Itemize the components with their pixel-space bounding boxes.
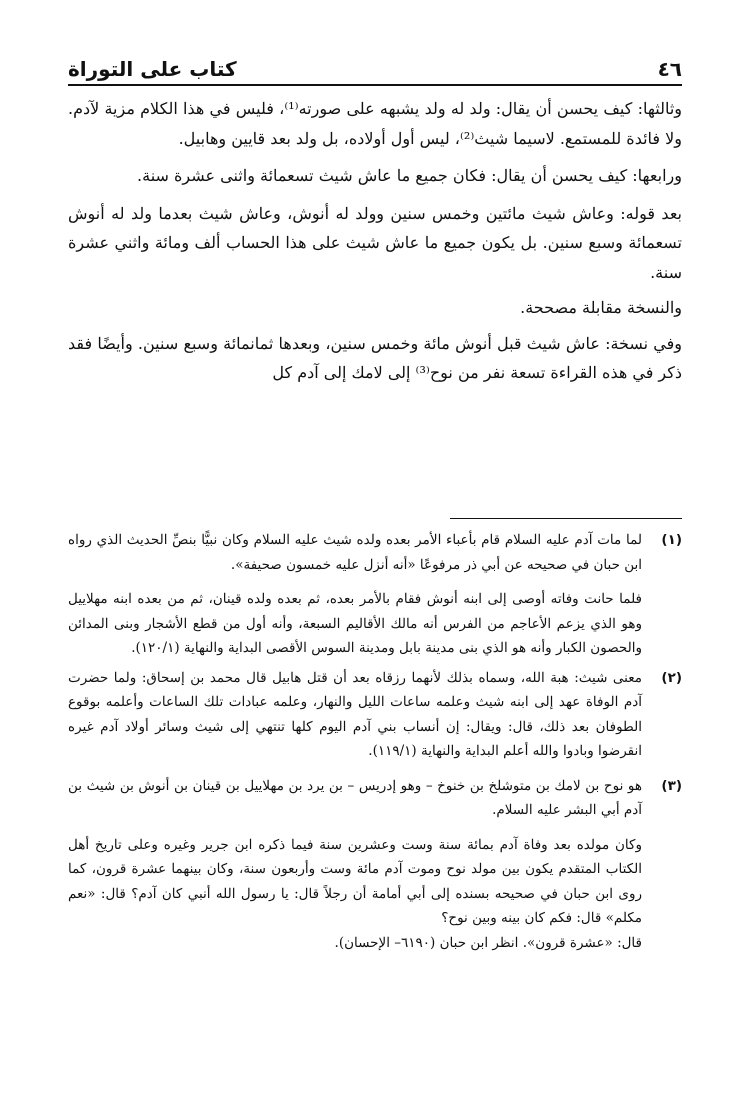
paragraph-thalithuha: وثالثها: كيف يحسن أن يقال: ولد له ولد يشبهه على صورته⁽¹⁾، فليس في هذا الكلام مزية لآدم. ولا فائدة للمستمع. لاسيما شيث⁽²⁾، ليس أول أولاده، بل ولد بعد قايين وهابيل. [68, 99, 683, 148]
footnote-text: معنى شيث: هبة الله، وسماه بذلك لأنهما رزقاه بعد أن قتل هابيل قال محمد بن إسحاق: ولما حضرت آدم الوفاة عهد إلى ابنه شيث وعلمه ساعات الليل والنهار، وعلمه عبادات تلك الساعات وأعلمه بوقوع الطوفان بعد ذلك، قال: ويقال: إن أنساب بني آدم اليوم كلها تنتهي إلى شيث وسائر أولاد آدم غيره انقرضوا وبادوا والله أعلم البداية والنهاية (١١٩/١). [68, 669, 642, 759]
page-header [68, 56, 682, 86]
footnote-number: (٢) [661, 669, 682, 686]
footnote-text: هو نوح بن لامك بن متوشلخ بن خنوخ – وهو إدريس – بن يرد بن مهلاييل بن قينان بن أنوش بن شيث بن آدم أبي البشر عليه السلام. [68, 777, 642, 818]
footnote-number: (١) [661, 532, 682, 548]
paragraph-rabiuha: ورابعها: كيف يحسن أن يقال: فكان جميع ما عاش شيث تسعمائة واثنى عشرة سنة. [137, 166, 682, 185]
footnote-separator [450, 518, 682, 519]
footnotes [68, 528, 682, 960]
paragraph-quote: بعد قوله: وعاش شيث مائتين وخمس سنين وولد له أنوش، وعاش شيث بعدما ولد له أنوش تسعمائة وسبع سنين. بل يكون جميع ما عاش شيث على هذا الحساب ألف ومائة واثني عشرة سنة. [68, 203, 682, 282]
paragraph-other-copy: وفي نسخة: عاش شيث قبل أنوش مائة وخمس سنين، وبعدها ثمانمائة وسبع سنين. وأيضًا فقد ذكر في هذه القراءة تسعة نفر من نوح⁽³⁾ إلى لامك إلى آدم كل [68, 333, 682, 382]
main-text [68, 94, 682, 394]
paragraph-copy-note: والنسخة مقابلة مصححة. [520, 298, 682, 317]
footnote-3 [68, 774, 682, 828]
footnote-text: وكان مولده بعد وفاة آدم بمائة سنة وست وعشرين سنة فيما ذكره ابن جرير وغيره وعلى تاريخ أهل الكتاب المتقدم يكون بين مولد نوح وموت آدم مائة وست وأربعون سنة، وكان بينهما عشرة قرون، كما روى ابن حبان في صحيحه بسنده إلى أبي أمامة أن رجلاً قال: يا رسول الله أنبي كان آدم؟ قال: «نعم مكلم» قال: فكم كان بينه وبين نوح؟ [68, 836, 642, 926]
footnote-number: (٣) [661, 777, 682, 794]
footnote-1 [68, 528, 682, 582]
footnote-text: فلما حانت وفاته أوصى إلى ابنه أنوش فقام بالأمر بعده، ثم بعده ولده قينان، ثم من بعده ابنه مهلاييل وهو الذي يزعم الأعاجم من الفرس أنه مالك الأقاليم السبعة، وأنه أول من قطع الأشجار وبنى المدائن والحصون الكبار وأنه هو الذي بنى مدينة بابل ومدينة السوس الأقصى البداية والنهاية (١٢٠/١). [68, 591, 642, 656]
running-title: كتاب على التوراة [68, 57, 237, 81]
page-number: ٤٦ [657, 57, 682, 81]
footnote-2 [68, 666, 682, 769]
footnote-text: لما مات آدم عليه السلام قام بأعباء الأمر بعده ولده شيث عليه السلام وكان نبيًّا بنصِّ الحديث الذي رواه ابن حبان في صحيحه عن أبي ذر مرفوعًا «أنه أنزل عليه خمسون صحيفة». [68, 532, 642, 573]
footnote-text: قال: «عشرة قرون». انظر ابن حبان (٦١٩٠– الإحسان). [334, 934, 642, 951]
